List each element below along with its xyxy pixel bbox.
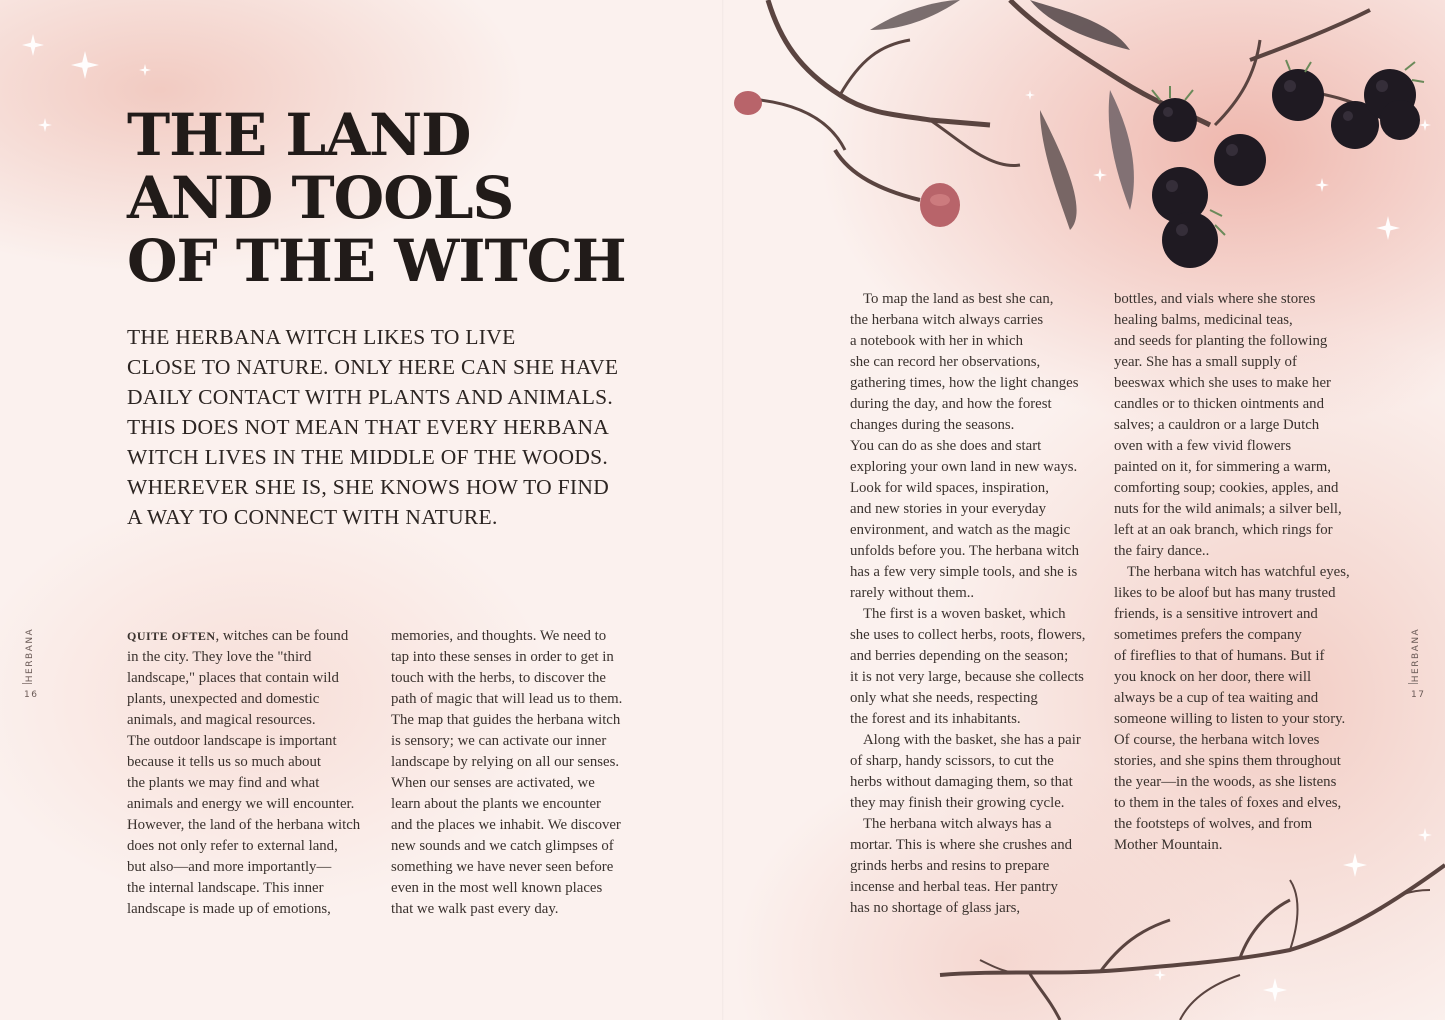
body-line: left at an oak branch, which rings for <box>1114 522 1333 538</box>
page-number-left: 16 <box>24 690 39 700</box>
intro-line: WHEREVER SHE IS, SHE KNOWS HOW TO FIND <box>127 475 610 499</box>
body-line: you knock on her door, there will <box>1114 669 1312 685</box>
body-line: does not only refer to external land, <box>127 838 338 854</box>
body-line: oven with a few vivid flowers <box>1114 438 1292 454</box>
body-line: landscape by relying on all our senses. <box>391 754 620 770</box>
body-line: landscape is made up of emotions, <box>127 901 331 917</box>
intro-line: DAILY CONTACT WITH PLANTS AND ANIMALS. <box>127 385 614 409</box>
title-line: AND TOOLS <box>127 164 514 232</box>
body-line: The outdoor landscape is important <box>127 733 337 749</box>
body-line: sometimes prefers the company <box>1114 627 1302 643</box>
body-line: animals and energy we will encounter. <box>127 796 355 812</box>
body-line: The herbana witch has watchful eyes, <box>1127 564 1350 580</box>
body-line: something we have never seen before <box>391 859 614 875</box>
body-line: new sounds and we catch glimpses of <box>391 838 614 854</box>
body-line: the fairy dance.. <box>1114 543 1210 559</box>
page-title <box>127 101 626 295</box>
folio-divider <box>22 683 32 684</box>
body-line: comforting soup; cookies, apples, and <box>1114 480 1339 496</box>
body-line: Along with the basket, she has a pair <box>863 732 1081 748</box>
body-line: changes during the seasons. <box>850 417 1015 433</box>
body-column-1 <box>127 626 360 920</box>
body-line: she can record her observations, <box>850 354 1041 370</box>
body-line: only what she needs, respecting <box>850 690 1038 706</box>
body-line: the year—in the woods, as she listens <box>1114 774 1337 790</box>
first-line-rest: , witches can be found <box>215 628 349 644</box>
body-line: even in the most well known places <box>391 880 603 896</box>
body-line: memories, and thoughts. We need to <box>391 628 607 644</box>
body-line: Look for wild spaces, inspiration, <box>850 480 1049 496</box>
body-line: incense and herbal teas. Her pantry <box>850 879 1058 895</box>
body-line: candles or to thicken ointments and <box>1114 396 1324 412</box>
body-line: someone willing to listen to your story. <box>1114 711 1346 727</box>
page-number-right: 17 <box>1411 690 1426 700</box>
body-line: and seeds for planting the following <box>1114 333 1328 349</box>
body-line: Mother Mountain. <box>1114 837 1223 853</box>
body-line: The map that guides the herbana witch <box>391 712 621 728</box>
body-line: plants, unexpected and domestic <box>127 691 320 707</box>
intro-line: THIS DOES NOT MEAN THAT EVERY HERBANA <box>127 415 610 439</box>
body-line: touch with the herbs, to discover the <box>391 670 606 686</box>
body-line: year. She has a small supply of <box>1114 354 1297 370</box>
body-first-line <box>127 626 360 647</box>
body-column-2 <box>391 626 622 920</box>
body-line: landscape," places that contain wild <box>127 670 339 686</box>
body-line: path of magic that will lead us to them. <box>391 691 623 707</box>
body-line: has a few very simple tools, and she is <box>850 564 1078 580</box>
body-line: The first is a woven basket, which <box>863 606 1066 622</box>
body-line: environment, and watch as the magic <box>850 522 1071 538</box>
body-line: the plants we may find and what <box>127 775 320 791</box>
body-line: the herbana witch always carries <box>850 312 1044 328</box>
body-line: You can do as she does and start <box>850 438 1042 454</box>
body-line: is sensory; we can activate our inner <box>391 733 607 749</box>
body-line: grinds herbs and resins to prepare <box>850 858 1050 874</box>
title-line: THE LAND <box>127 101 471 169</box>
body-line: the footsteps of wolves, and from <box>1114 816 1313 832</box>
body-line: nuts for the wild animals; a silver bell, <box>1114 501 1342 517</box>
body-line: gathering times, how the light changes <box>850 375 1079 391</box>
body-line: she uses to collect herbs, roots, flowers, <box>850 627 1086 643</box>
body-line: that we walk past every day. <box>391 901 559 917</box>
body-line: likes to be aloof but has many trusted <box>1114 585 1336 601</box>
body-column-4 <box>1114 289 1350 856</box>
body-line: they may finish their growing cycle. <box>850 795 1065 811</box>
body-line: has no shortage of glass jars, <box>850 900 1021 916</box>
body-line: and new stories in your everyday <box>850 501 1047 517</box>
body-line: When our senses are activated, we <box>391 775 595 791</box>
body-line: salves; a cauldron or a large Dutch <box>1114 417 1320 433</box>
intro-line: THE HERBANA WITCH LIKES TO LIVE <box>127 325 516 349</box>
body-line: animals, and magical resources. <box>127 712 316 728</box>
body-line: it is not very large, because she collects <box>850 669 1084 685</box>
body-line: unfolds before you. The herbana witch <box>850 543 1080 559</box>
body-line: Of course, the herbana witch loves <box>1114 732 1320 748</box>
body-line: painted on it, for simmering a warm, <box>1114 459 1331 475</box>
body-line: the internal landscape. This inner <box>127 880 324 896</box>
body-line: rarely without them.. <box>850 585 975 601</box>
body-line: To map the land as best she can, <box>863 291 1054 307</box>
body-line: to them in the tales of foxes and elves, <box>1114 795 1342 811</box>
body-line: However, the land of the herbana witch <box>127 817 361 833</box>
body-line: learn about the plants we encounter <box>391 796 601 812</box>
body-line: always be a cup of tea waiting and <box>1114 690 1319 706</box>
body-line: and berries depending on the season; <box>850 648 1069 664</box>
blackberry-branch-illustration <box>734 0 1424 268</box>
body-line: stories, and she spins them throughout <box>1114 753 1341 769</box>
lead-in-text: QUITE OFTEN <box>127 629 216 643</box>
intro-line: CLOSE TO NATURE. ONLY HERE CAN SHE HAVE <box>127 355 619 379</box>
body-line: of fireflies to that of humans. But if <box>1114 648 1325 664</box>
body-line: of sharp, handy scissors, to cut the <box>850 753 1054 769</box>
body-line: healing balms, medicinal teas, <box>1114 312 1293 328</box>
body-line: bottles, and vials where she stores <box>1114 291 1316 307</box>
body-line: and the places we inhabit. We discover <box>391 817 621 833</box>
body-line: because it tells us so much about <box>127 754 321 770</box>
body-line: exploring your own land in new ways. <box>850 459 1078 475</box>
body-line: The herbana witch always has a <box>863 816 1052 832</box>
intro-line: A WAY TO CONNECT WITH NATURE. <box>127 505 498 529</box>
body-line: a notebook with her in which <box>850 333 1024 349</box>
body-line: beeswax which she uses to make her <box>1114 375 1331 391</box>
body-line: during the day, and how the forest <box>850 396 1052 412</box>
body-line: the forest and its inhabitants. <box>850 711 1021 727</box>
body-line: but also—and more importantly— <box>127 859 332 875</box>
running-head-left: HERBANA <box>25 627 35 683</box>
body-line: herbs without damaging them, so that <box>850 774 1073 790</box>
folio-divider <box>1408 683 1418 684</box>
title-line: OF THE WITCH <box>127 227 626 295</box>
body-line: tap into these senses in order to get in <box>391 649 614 665</box>
running-head-right: HERBANA <box>1411 627 1421 683</box>
body-line: in the city. They love the "third <box>127 649 312 665</box>
body-line: friends, is a sensitive introvert and <box>1114 606 1318 622</box>
body-column-3 <box>850 289 1085 919</box>
body-line: mortar. This is where she crushes and <box>850 837 1073 853</box>
intro-paragraph <box>127 322 619 532</box>
intro-line: WITCH LIVES IN THE MIDDLE OF THE WOODS. <box>127 445 609 469</box>
